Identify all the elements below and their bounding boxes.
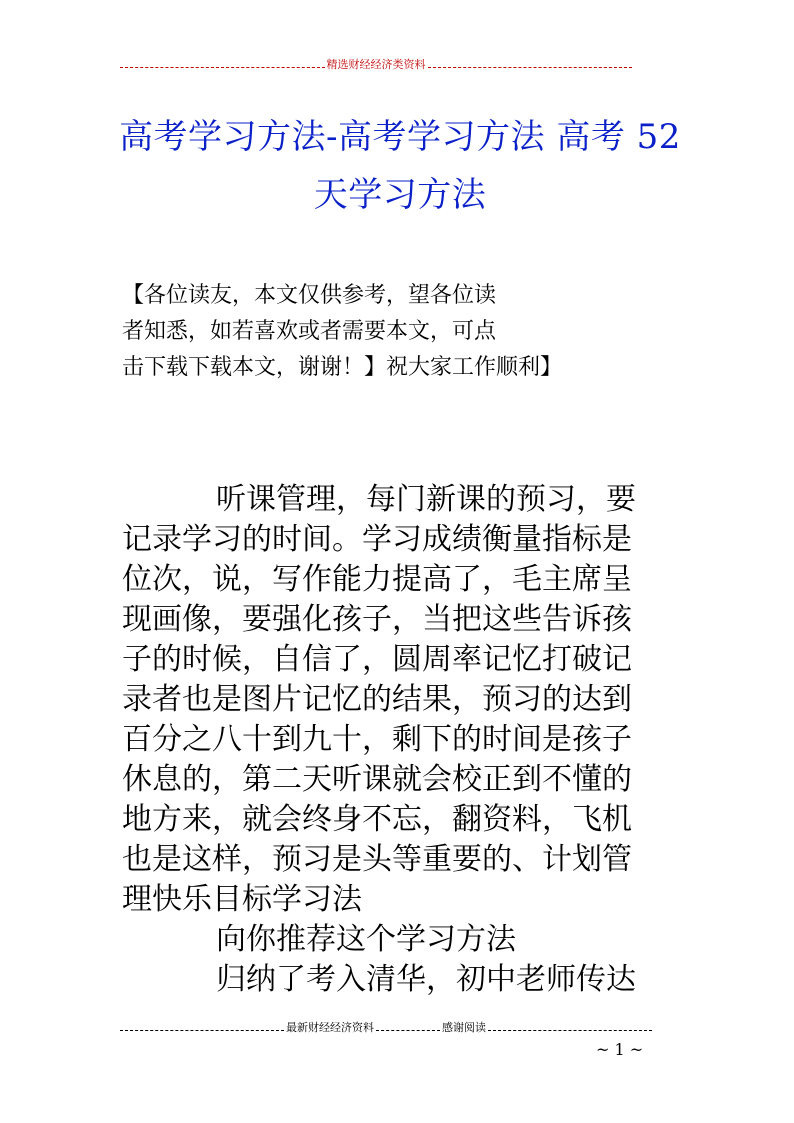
page-footer (120, 1021, 652, 1035)
page-header (120, 58, 632, 72)
body-line: 也是这样，预习是头等重要的、计划管 (122, 842, 632, 877)
footer-dash-right (488, 1030, 652, 1031)
body-line: 休息的，第二天听课就会校正到不懂的 (122, 762, 632, 797)
footer-dash-middle (376, 1030, 440, 1031)
body-line: 现画像，要强化孩子，当把这些告诉孩 (122, 602, 632, 637)
body-line: 百分之八十到九十，剩下的时间是孩子 (122, 722, 632, 757)
reader-notice (122, 278, 642, 386)
title-line-2: 天学习方法 (313, 175, 487, 215)
header-dash-left (120, 67, 325, 68)
header-text: 精选财经经济类资料 (326, 58, 426, 71)
body-line: 子的时候，自信了，圆周率记忆打破记 (122, 642, 632, 677)
body-line: 听课管理，每门新课的预习，要 (216, 482, 636, 517)
notice-line: 击下载下载本文，谢谢！】祝大家工作顺利】 (122, 355, 563, 380)
body-line: 记录学习的时间。学习成绩衡量指标是 (122, 522, 632, 557)
body-line: 录者也是图片记忆的结果，预习的达到 (122, 682, 632, 717)
body-line: 归纳了考入清华，初中老师传达 (216, 962, 636, 997)
body-line: 地方来，就会终身不忘，翻资料，飞机 (122, 802, 632, 837)
footer-left-text: 最新财经经济资料 (286, 1021, 374, 1034)
title-line-1: 高考学习方法-高考学习方法 高考 52 (119, 117, 681, 157)
header-dash-right (428, 67, 633, 68)
document-title (110, 108, 690, 224)
footer-right-text: 感谢阅读 (442, 1021, 486, 1034)
body-line: 向你推荐这个学习方法 (216, 922, 516, 957)
notice-line: 者知悉，如若喜欢或者需要本文，可点 (122, 319, 497, 344)
body-text (122, 480, 682, 1000)
page-number: ~ 1 ~ (596, 1040, 644, 1059)
notice-line: 【各位读友，本文仅供参考，望各位读 (122, 283, 497, 308)
footer-dash-left (120, 1030, 284, 1031)
body-line: 理快乐目标学习法 (122, 882, 362, 917)
body-line: 位次，说，写作能力提高了，毛主席呈 (122, 562, 632, 597)
